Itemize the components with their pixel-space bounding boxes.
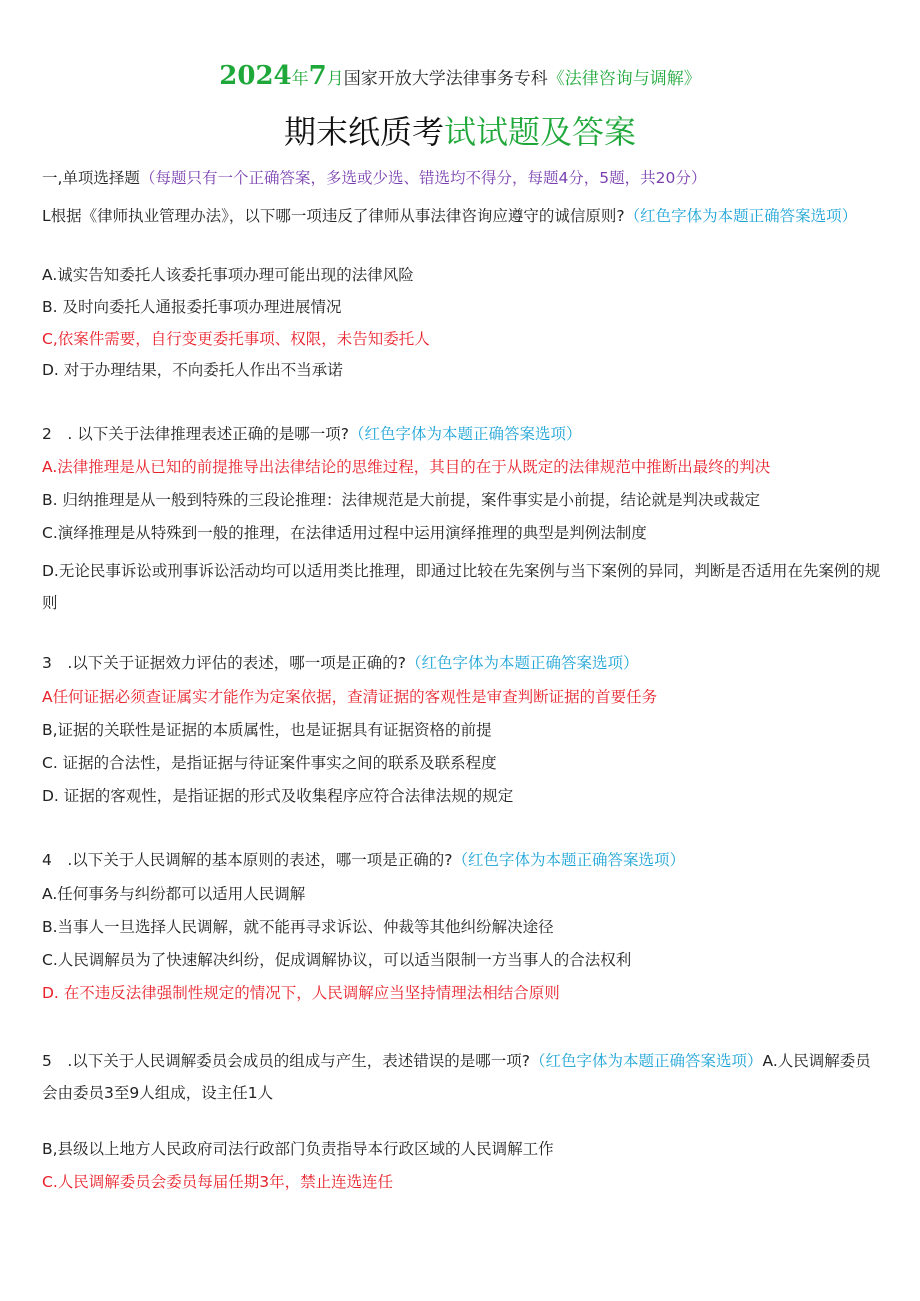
q2-option-d: D.无论民事诉讼或刑事诉讼活动均可以适用类比推理，即通过比较在先案例与当下案例的异同，判断是否适用在先案例的规则: [42, 562, 881, 612]
header-org: 国家开放大学法律事务专科: [343, 69, 548, 89]
q1-option-b: B. 及时向委托人通报委托事项办理进展情况: [42, 298, 342, 316]
title-part-2: 试试题及答案: [444, 113, 637, 151]
section-heading-text: 一,单项选择题: [42, 169, 140, 187]
header-year: 2024: [219, 61, 292, 91]
title-part-1: 期末纸质考: [283, 113, 444, 151]
q2-option-c: C.演绎推理是从特殊到一般的推理，在法律适用过程中运用演绎推理的典型是判例法制度: [42, 524, 647, 542]
q3-option-c: C. 证据的合法性，是指证据与待证案件事实之间的联系及联系程度: [42, 754, 497, 772]
question-4-stem: [42, 849, 882, 871]
q4-option-a: A.任何事务与纠纷都可以适用人民调解: [42, 885, 306, 903]
question-2-stem: [42, 423, 882, 445]
header-line: [0, 60, 920, 95]
header-year-unit: 年: [291, 69, 309, 89]
question-2-hint: （红色字体为本题正确答案选项）: [348, 425, 582, 443]
q4-option-b: B.当事人一旦选择人民调解，就不能再寻求诉讼、仲裁等其他纠纷解决途径: [42, 918, 554, 936]
header-month: 7: [308, 61, 327, 91]
header-subject: 《法律咨询与调解》: [547, 69, 701, 89]
page-title: [0, 108, 920, 156]
q2-option-a-answer: A.法律推理是从已知的前提推导出法律结论的思维过程，其目的在于从既定的法律规范中推断出最终的判决: [42, 458, 771, 476]
question-1-hint: （红色字体为本题正确答案选项）: [624, 207, 858, 225]
question-5-hint: （红色字体为本题正确答案选项）: [530, 1052, 763, 1070]
question-3-text: 3 .以下关于证据效力评估的表述，哪一项是正确的?: [42, 654, 407, 672]
q5-option-c-answer: C.人民调解委员会委员每届任期3年，禁止连选连任: [42, 1173, 394, 1191]
question-3-stem: [42, 652, 882, 674]
q2-option-b: B. 归纳推理是从一般到特殊的三段论推理：法律规范是大前提，案件事实是小前提，结论就是判决或裁定: [42, 491, 760, 509]
question-4-text: 4 .以下关于人民调解的基本原则的表述，哪一项是正确的?: [42, 851, 453, 869]
header-month-unit: 月: [326, 69, 344, 89]
section-note: （每题只有一个正确答案，多选或少选、错选均不得分，每题4分，5题，共20分）: [139, 169, 707, 187]
question-3-hint: （红色字体为本题正确答案选项）: [406, 654, 639, 672]
question-4-hint: （红色字体为本题正确答案选项）: [452, 851, 686, 869]
q3-option-b: B,证据的关联性是证据的本质属性，也是证据具有证据资格的前提: [42, 721, 492, 739]
question-5-stem: [42, 1045, 882, 1109]
question-5-text: 5 .以下关于人民调解委员会成员的组成与产生，表述错误的是哪一项?: [42, 1052, 531, 1070]
q5-option-b: B,县级以上地方人民政府司法行政部门负责指导本行政区域的人民调解工作: [42, 1140, 554, 1158]
q3-option-a-answer: A任何证据必须查证属实才能作为定案依据，查清证据的客观性是审查判断证据的首要任务: [42, 688, 658, 706]
q1-option-d: D. 对于办理结果，不向委托人作出不当承诺: [42, 361, 343, 379]
q1-option-c-answer: C,依案件需要，自行变更委托事项、权限，未告知委托人: [42, 330, 430, 348]
q4-option-d-answer: D. 在不违反法律强制性规定的情况下，人民调解应当坚持情理法相结合原则: [42, 984, 560, 1002]
question-1-text: L根据《律师执业管理办法》，以下哪一项违反了律师从事法律咨询应遵守的诚信原则?: [42, 207, 625, 225]
q5-option-a: A.人民调解委员会由委员3至9人组成，设主任1人: [42, 1052, 871, 1102]
q1-option-a: A.诚实告知委托人该委托事项办理可能出现的法律风险: [42, 266, 414, 284]
q3-option-d: D. 证据的客观性，是指证据的形式及收集程序应符合法律法规的规定: [42, 787, 514, 805]
section-heading: [42, 167, 882, 189]
question-2-text: 2 . 以下关于法律推理表述正确的是哪一项?: [42, 425, 349, 443]
question-1-stem: [42, 200, 882, 232]
q4-option-c: C.人民调解员为了快速解决纠纷，促成调解协议，可以适当限制一方当事人的合法权利: [42, 951, 632, 969]
